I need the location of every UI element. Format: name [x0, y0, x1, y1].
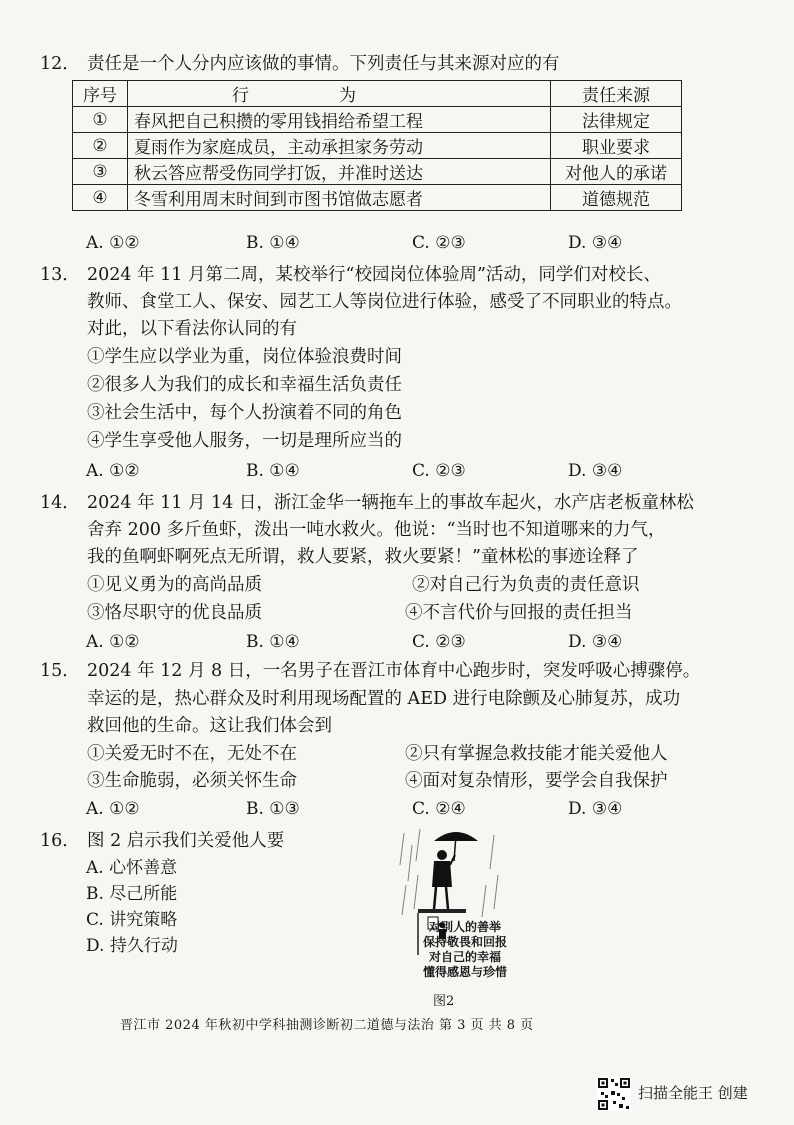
q16-number: 16． — [40, 831, 80, 851]
q14-option-b: B. ①④ — [246, 632, 300, 652]
q14-line-2: 舍弃 200 多斤鱼虾，泼出一吨水救火。他说：“当时也不知道哪来的力气， — [87, 520, 666, 540]
q12-option-d: D. ③④ — [568, 233, 623, 253]
q13-line-3: 对此，以下看法你认同的有 — [87, 319, 297, 339]
row-index: ② — [73, 133, 128, 159]
row-source: 法律规定 — [551, 107, 682, 133]
q14-option-a: A. ①② — [86, 632, 140, 652]
q15-line-3: 救回他的生命。这让我们体会到 — [87, 716, 332, 736]
q13-item-1: ①学生应以学业为重，岗位体验浪费时间 — [87, 347, 402, 367]
q13-item-3: ③社会生活中，每个人扮演着不同的角色 — [87, 403, 402, 423]
page-footer: 晋江市 2024 年秋初中学科抽测诊断初二道德与法治 第 3 页 共 8 页 — [120, 1018, 534, 1033]
figure-text-line: 懂得感恩与珍惜 — [422, 965, 507, 979]
table-row — [73, 133, 682, 159]
figure-text-line: 对别人的善举 — [428, 920, 501, 934]
q14-option-c: C. ②③ — [412, 632, 466, 652]
q13-option-c: C. ②③ — [412, 461, 466, 481]
q14-option-d: D. ③④ — [568, 632, 623, 652]
table-header-row — [73, 81, 682, 107]
row-action: 夏雨作为家庭成员，主动承担家务劳动 — [128, 133, 551, 159]
scanner-watermark: 扫描全能王 创建 — [638, 1084, 748, 1102]
q15-option-c: C. ②④ — [412, 799, 466, 819]
q12-option-a: A. ①② — [86, 233, 140, 253]
q13-item-4: ④学生享受他人服务，一切是理所应当的 — [87, 431, 402, 451]
row-source: 对他人的承诺 — [551, 159, 682, 185]
header-source: 责任来源 — [551, 81, 682, 107]
q14-item-3: ③恪尽职守的优良品质 — [87, 603, 262, 623]
q15-item-3: ③生命脆弱，必须关怀生命 — [87, 771, 297, 791]
figure-2-text — [420, 920, 510, 980]
q15-item-1: ①关爱无时不在，无处不在 — [87, 744, 297, 764]
q14-item-2: ②对自己行为负责的责任意识 — [412, 575, 640, 595]
qr-code-icon — [597, 1077, 631, 1111]
figure-text-line: 保持敬畏和回报 — [422, 935, 507, 949]
q14-line-3: 我的鱼啊虾啊死点无所谓，救人要紧，救火要紧！”童林松的事迹诠释了 — [87, 547, 639, 567]
q13-option-d: D. ③④ — [568, 461, 623, 481]
table-row — [73, 107, 682, 133]
q13-line-1: 2024 年 11 月第二周，某校举行“校园岗位体验周”活动，同学们对校长、 — [87, 265, 661, 285]
q14-item-4: ④不言代价与回报的责任担当 — [405, 603, 633, 623]
q12-option-b: B. ①④ — [246, 233, 300, 253]
table-row — [73, 185, 682, 211]
q14-number: 14． — [40, 493, 80, 513]
q15-item-2: ②只有掌握急救技能才能关爱他人 — [405, 744, 668, 764]
q15-item-4: ④面对复杂情形，要学会自我保护 — [405, 771, 668, 791]
row-source: 职业要求 — [551, 133, 682, 159]
figure-2-caption: 图2 — [433, 994, 455, 1009]
q13-item-2: ②很多人为我们的成长和幸福生活负责任 — [87, 375, 402, 395]
q12-stem: 责任是一个人分内应该做的事情。下列责任与其来源对应的有 — [87, 54, 560, 74]
q16-option-b: B. 尽己所能 — [86, 884, 178, 904]
q16-stem: 图 2 启示我们关爱他人要 — [87, 831, 285, 851]
q16-option-c: C. 讲究策略 — [86, 910, 178, 930]
row-source: 道德规范 — [551, 185, 682, 211]
figure-text-line: 对自己的幸福 — [428, 950, 501, 964]
q15-option-b: B. ①③ — [246, 799, 300, 819]
q13-option-b: B. ①④ — [246, 461, 300, 481]
header-index: 序号 — [73, 81, 128, 107]
q13-line-2: 教师、食堂工人、保安、园艺工人等岗位进行体验，感受了不同职业的特点。 — [87, 292, 682, 312]
q15-line-2: 幸运的是，热心群众及时利用现场配置的 AED 进行电除颤及心肺复苏，成功 — [87, 689, 681, 709]
q16-option-a: A. 心怀善意 — [86, 858, 178, 878]
q15-option-d: D. ③④ — [568, 799, 623, 819]
responsibility-table — [72, 80, 682, 211]
row-action: 秋云答应帮受伤同学打饭，并准时送达 — [128, 159, 551, 185]
q13-number: 13． — [40, 265, 80, 285]
row-action: 春风把自己积攒的零用钱捐给希望工程 — [128, 107, 551, 133]
row-action: 冬雪利用周末时间到市图书馆做志愿者 — [128, 185, 551, 211]
q14-line-1: 2024 年 11 月 14 日，浙江金华一辆拖车上的事故车起火，水产店老板童林松 — [87, 493, 694, 513]
q13-option-a: A. ①② — [86, 461, 140, 481]
header-action: 行为 — [128, 81, 551, 107]
q15-number: 15． — [40, 661, 80, 681]
q12-option-c: C. ②③ — [412, 233, 466, 253]
q16-option-d: D. 持久行动 — [86, 936, 178, 956]
q12-number: 12． — [40, 54, 80, 74]
row-index: ③ — [73, 159, 128, 185]
row-index: ① — [73, 107, 128, 133]
row-index: ④ — [73, 185, 128, 211]
q15-line-1: 2024 年 12 月 8 日，一名男子在晋江市体育中心跑步时，突发呼吸心搏骤停。 — [87, 661, 701, 681]
q15-option-a: A. ①② — [86, 799, 140, 819]
q14-item-1: ①见义勇为的高尚品质 — [87, 575, 262, 595]
table-row — [73, 159, 682, 185]
